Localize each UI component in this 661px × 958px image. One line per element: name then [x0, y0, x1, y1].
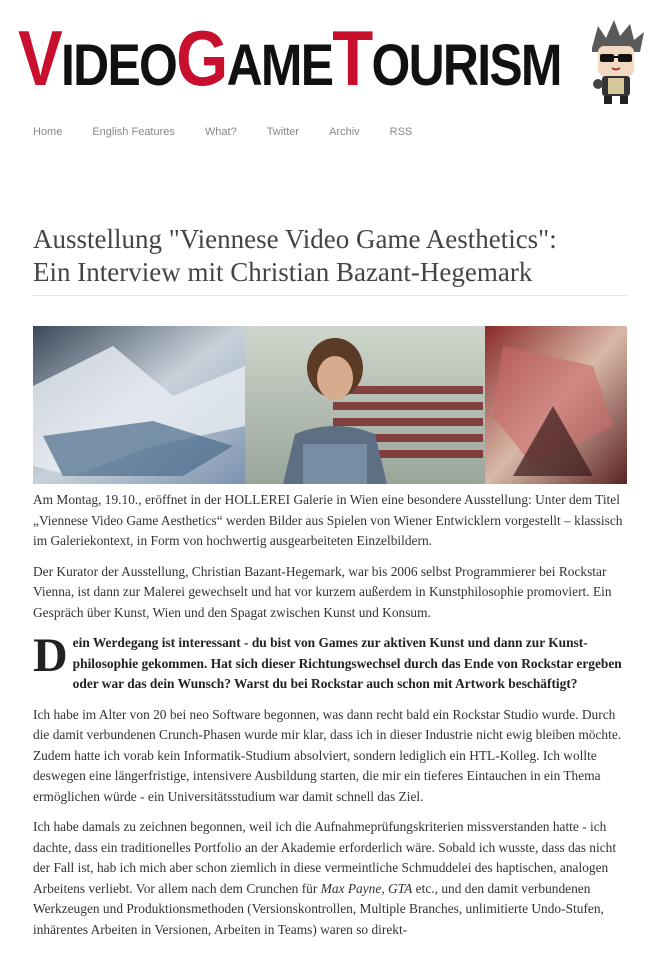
intro-paragraph-2: Der Kurator der Ausstellung, Christian Bazant-Hegemark, war bis 2006 selbst Programmierer bei Rockstar Vienna, ist dann zur Malerei gewechselt und hat vor kurzem außerdem in Kunstphilosophie promoviert. Ein Gespräch über Kunst, Wien und den Spagat zwischen Kunst und Konsum.	[33, 563, 612, 620]
logo-wordmark	[18, 14, 561, 102]
article-title-line2: Ein Interview mit Christian Bazant-Hegemark	[33, 257, 533, 287]
nav-home[interactable]: Home	[33, 126, 63, 138]
nav-what[interactable]: What?	[204, 126, 237, 138]
logo-letter-v: V	[18, 14, 62, 102]
intro-paragraph-1: Am Montag, 19.10., eröffnet in der HOLLEREI Galerie in Wien eine besondere Ausstellung: Unter dem Titel „Viennese Video Game Aesthetics“ werden Bilder aus Spielen von Wiener Entwicklern vorgestellt – klassisch im Galeriekontext, in Form von hochwertig ausgearbeiteten Einzelbildern.	[33, 492, 623, 548]
answer-2-part-2: etc., und den damit verbundenen Werkzeugen und Produktionsmethoden (Versionskontrollen, Multiple Branches, unlimitierte Undo-Stufen, inhärentes Arbeiten in Versionen, Arbeiten in Teams) waren so direkt-	[33, 880, 604, 937]
logo-letter-t: T	[332, 14, 372, 102]
logo-segment-ourism: OURISM	[371, 33, 561, 98]
article-body	[33, 490, 627, 950]
nav-rss[interactable]: RSS	[389, 126, 413, 138]
question-1-text: ein Werdegang ist interessant - du bist von Games zur aktiven Kunst und dann zur Kunstphilosophie gekommen. Hat sich dieser Richtungswechsel durch das Ende von Rockstar ergeben oder war das dein Wunsch? Warst du bei Rockstar auch schon mit Artwork beschäftigt?	[72, 635, 622, 691]
logo-segment-ideo: IDEO	[61, 33, 177, 98]
logo-segment-ame: AME	[226, 33, 333, 98]
nav-archiv[interactable]: Archiv	[329, 126, 360, 138]
game-title-max-payne: Max Payne	[320, 880, 382, 896]
article-title[interactable]	[33, 223, 633, 289]
logo-letter-g: G	[176, 14, 227, 102]
drop-cap: D	[33, 629, 68, 682]
nav-twitter[interactable]: Twitter	[266, 126, 300, 138]
game-title-gta: GTA	[388, 880, 413, 896]
answer-paragraph-2	[33, 817, 627, 940]
answer-2-separator: ,	[381, 880, 389, 896]
hero-image	[33, 326, 627, 484]
answer-paragraph-1: Ich habe im Alter von 20 bei neo Software begonnen, was dann recht bald ein Rockstar Studio wurde. Durch die damit verbundenen Crunch-Phasen wurde mir klar, dass ich in dieser Industrie nicht ewig bleiben möchte. Zudem hatte ich vorab kein Informatik-Studium absolviert, sondern lediglich ein HTL-Kolleg. Ich wollte deswegen eine längerfristige, intensivere Ausbildung starten, die mir ein tieferes Eintauchen in ein Thema ermöglichen würde - ein Universitätsstudium war damit schnell das Ziel.	[33, 706, 622, 804]
nav-english-features[interactable]: English Features	[92, 126, 175, 138]
title-divider	[33, 295, 627, 296]
main-nav	[33, 126, 442, 138]
article-title-line1: Ausstellung "Viennese Video Game Aesthetics":	[33, 224, 557, 254]
question-1	[33, 629, 627, 695]
answer-2-part-1: Ich habe damals zu zeichnen begonnen, weil ich die Aufnahmeprüfungskriterien missverstanden hatte - ich dachte, dass ein traditionelles Portfolio an der Akademie erforderlich wäre. Sobald ich wusste, dass das nicht der Fall ist, hab ich mich aber schon ziemlich in diese vermeintliche Schmuddelei des haptischen, analogen Arbeitens verliebt. Vor allem nach dem Crunchen für	[33, 819, 617, 896]
mascot-icon	[584, 18, 648, 106]
site-logo[interactable]	[18, 12, 626, 104]
